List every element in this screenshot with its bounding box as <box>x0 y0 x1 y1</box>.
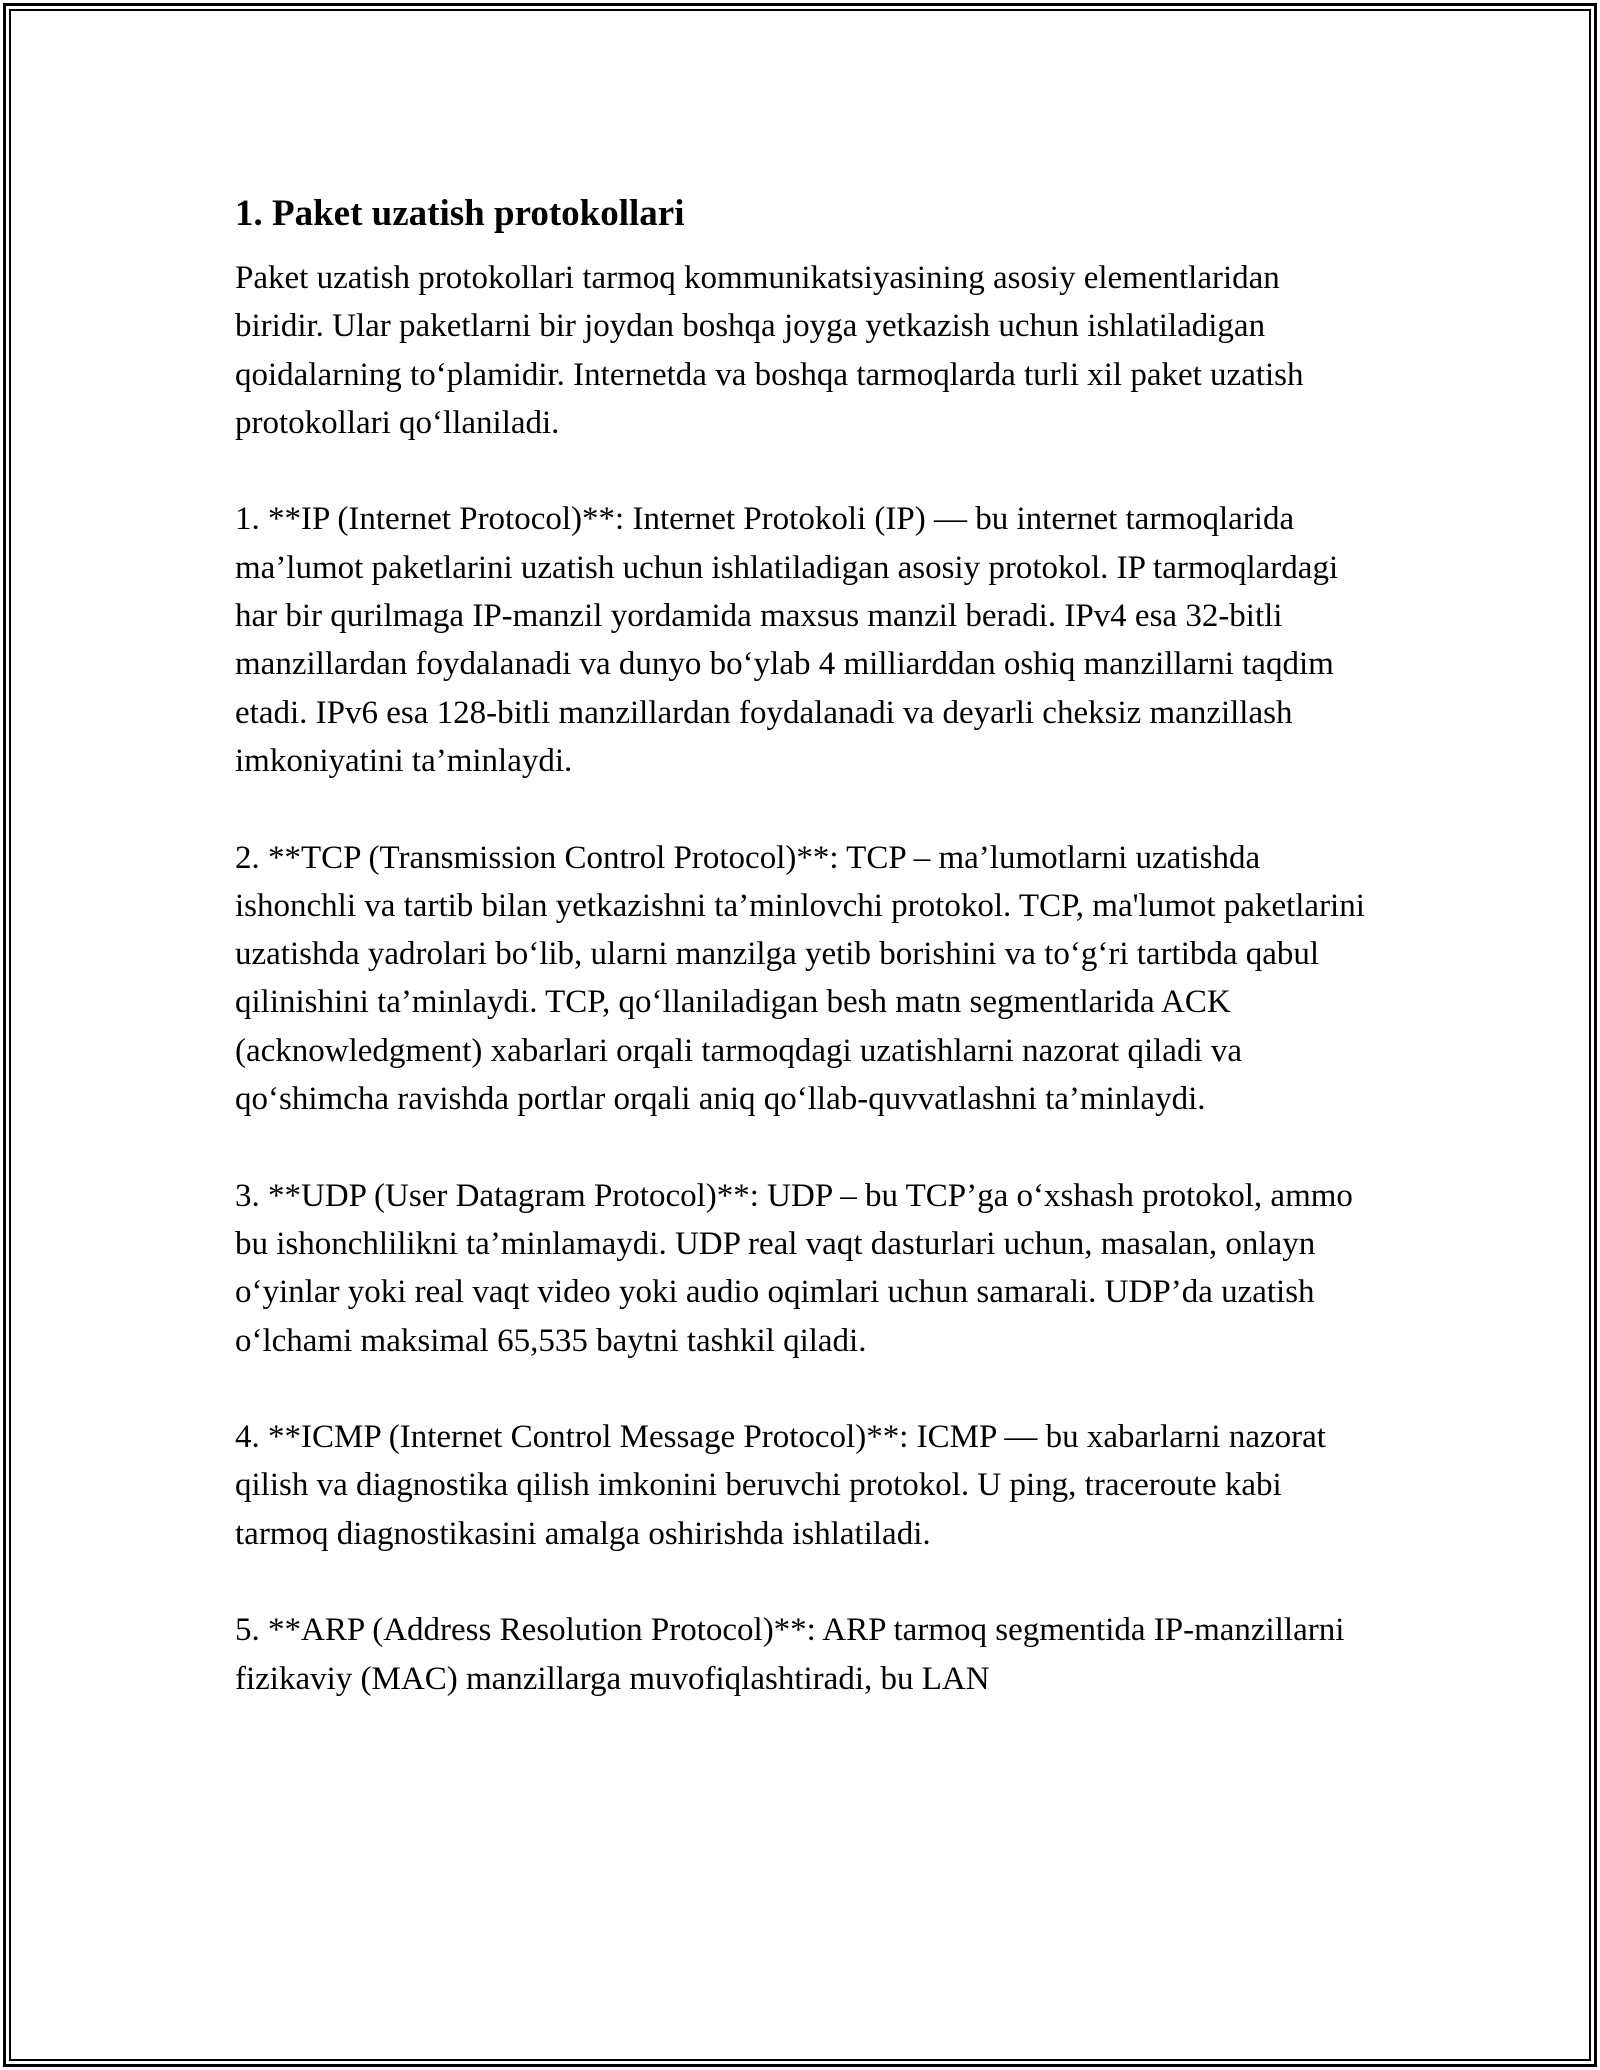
section-heading: 1. Paket uzatish protokollari <box>235 193 685 234</box>
icmp-protocol-paragraph: 4. **ICMP (Internet Control Message Protocol)**: ICMP — bu xabarlarni nazorat qilish va diagnostika qilish imkonini beruvchi protokol. U ping, traceroute kabi tarmoq diagnostikasini amalga oshirishda ishlatiladi. <box>235 1419 1326 1552</box>
tcp-protocol-paragraph: 2. **TCP (Transmission Control Protocol)**: TCP – ma’lumotlarni uzatishda ishonchli va tartib bilan yetkazishni ta’minlovchi protokol. TCP, ma'lumot paketlarini uzatishda yadrolari bo‘lib, ularni manzilga yetib borishini va to‘g‘ri tartibda qabul qilinishini ta’minlaydi. TCP, qo‘llaniladigan besh matn segmentlarida ACK (acknowledgment) xabarlari orqali tarmoqdagi uzatishlarni nazorat qiladi va qo‘shimcha ravishda portlar orqali aniq qo‘llab-quvvatlashni ta’minlaydi. <box>235 839 1365 1118</box>
arp-protocol-paragraph: 5. **ARP (Address Resolution Protocol)**: ARP tarmoq segmentida IP-manzillarni fizikaviy (MAC) manzillarga muvofiqlashtiradi, bu LAN <box>235 1612 1345 1697</box>
document-body <box>235 188 1365 1751</box>
udp-protocol-paragraph: 3. **UDP (User Datagram Protocol)**: UDP – bu TCP’ga o‘xshash protokol, ammo bu ishonchlilikni ta’minlamaydi. UDP real vaqt dasturlari uchun, masalan, onlayn o‘yinlar yoki real vaqt video yoki audio oqimlari uchun samarali. UDP’da uzatish o‘lchami maksimal 65,535 baytni tashkil qiladi. <box>235 1177 1353 1359</box>
ip-protocol-paragraph: 1. **IP (Internet Protocol)**: Internet Protokoli (IP) — bu internet tarmoqlarida ma’lumot paketlarini uzatish uchun ishlatiladigan asosiy protokol. IP tarmoqlardagi har bir qurilmaga IP-manzil yordamida maxsus manzil beradi. IPv4 esa 32-bitli manzillardan foydalanadi va dunyo bo‘ylab 4 milliarddan oshiq manzillarni taqdim etadi. IPv6 esa 128-bitli manzillardan foydalanadi va deyarli cheksiz manzillash imkoniyatini ta’minlaydi. <box>235 501 1339 779</box>
intro-paragraph: Paket uzatish protokollari tarmoq kommunikatsiyasining asosiy elementlaridan biridir. Ular paketlarni bir joydan boshqa joyga yetkazish uchun ishlatiladigan qoidalarning to‘plamidir. Internetda va boshqa tarmoqlarda turli xil paket uzatish protokollari qo‘llaniladi. <box>235 260 1304 441</box>
